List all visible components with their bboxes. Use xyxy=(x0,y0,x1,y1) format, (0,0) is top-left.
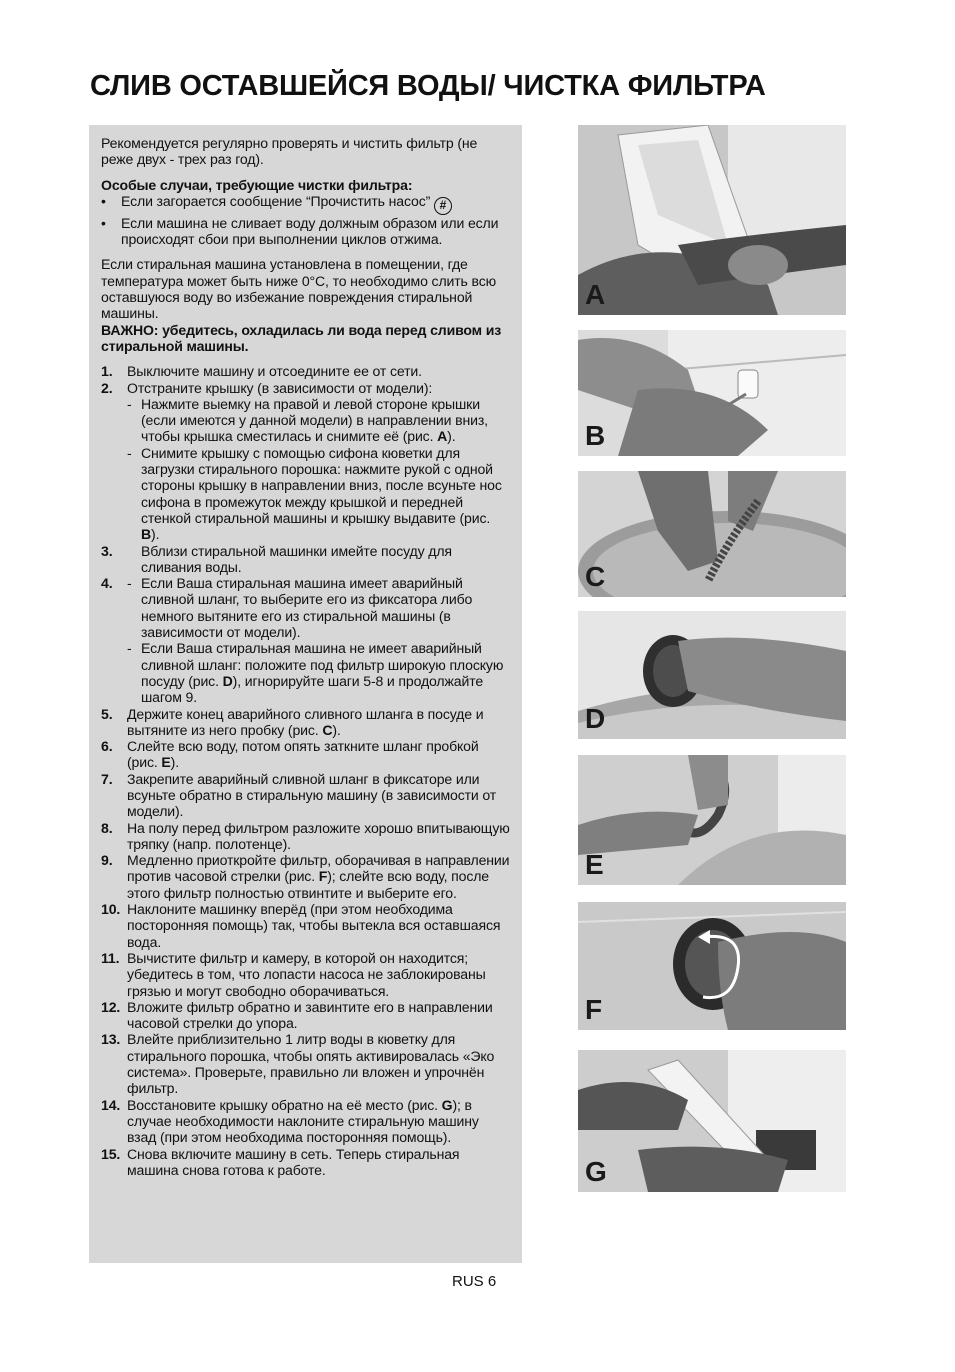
figure-a-label: A xyxy=(585,279,606,310)
figure-e-label: E xyxy=(585,849,604,880)
step-10: 10. Наклоните машинку вперёд (при этом необходима посторонняя помощь) так, чтобы вытекла вся оставшаяся вода. xyxy=(101,901,501,950)
page-title: СЛИВ ОСТАВШЕЙСЯ ВОДЫ/ ЧИСТКА ФИЛЬТРА xyxy=(90,70,766,102)
step-6: 6. Слейте всю воду, потом опять заткните шланг пробкой (рис. E). xyxy=(101,738,479,771)
step-1: 1. Выключите машину и отсоедините ее от сети. xyxy=(101,363,422,380)
step-4: 4. - Если Ваша стиральная машина имеет аварийный сливной шланг, то выберите его из фиксатора либо немного вытяните его из стиральной машины (в зависимости от модели). - Если Ваша стиральная машина не имеет аварийный сливной шланг: положите под фильтр широкую плоскую посуду (рис. D), игнорируйте шаги 5-8 и продолжайте шагом 9. xyxy=(101,575,504,706)
step-5: 5. Держите конец аварийного сливного шланга в посуде и вытяните из него пробку (рис. C). xyxy=(101,705,484,738)
figure-d-photo xyxy=(578,611,846,739)
figure-g-photo xyxy=(578,1050,846,1192)
pump-warning-icon: # xyxy=(434,197,452,215)
step-7: 7. Закрепите аварийный сливной шланг в фиксаторе или всуньте обратно в стиральную машину (в зависимости от модели). xyxy=(101,770,497,820)
instructions-panel xyxy=(89,125,522,1263)
bullet-item: • Если машина не сливает воду должным образом или если происходят сбои при выполнении циклов отжима. xyxy=(101,214,499,248)
step-14: 14. Восстановите крышку обратно на её место (рис. G); в случае необходимости наклоните стиральную машину взад (при этом необходима посторонняя помощь). xyxy=(101,1096,479,1146)
figure-f-photo xyxy=(578,902,846,1030)
step-13: 13. Влейте приблизительно 1 литр воды в кюветку для стирального порошка, чтобы опять активировалась «Эко система». Проверьте, правильно ли вложен и упрочнён фильтр. xyxy=(101,1031,495,1097)
frost-warning-text: Если стиральная машина установлена в помещении, где температура может быть ниже 0°С, то необходимо слить всю оставшуюся воду во избежание повреждения стиральной машины. xyxy=(101,256,497,322)
step-11: 11. Вычистите фильтр и камеру, в которой он находится; убедитесь в том, что лопасти насоса не заблокированы грязью и могут свободно оборачиваться. xyxy=(101,949,486,999)
figure-b-label: B xyxy=(585,420,606,451)
intro-text: Рекомендуется регулярно проверять и чистить фильтр (не реже двух - трех раз год). xyxy=(101,135,478,168)
step-15: 15. Снова включите машину в сеть. Теперь стиральная машина снова готова к работе. xyxy=(101,1145,460,1178)
bullet-item: • Если загорается сообщение “Прочистить насос” # xyxy=(101,193,510,215)
figure-f-label: F xyxy=(585,994,603,1025)
figure-b-photo xyxy=(578,330,846,456)
step-8: 8. На полу перед фильтром разложите хорошо впитывающую тряпку (напр. полотенце). xyxy=(101,819,510,852)
figure-c-label: C xyxy=(585,561,606,592)
figure-e-photo xyxy=(578,755,846,885)
figure-c-photo xyxy=(578,471,846,597)
step-9: 9. Медленно приоткройте фильтр, оборачивая в направлении против часовой стрелки (рис. F); слейте всю воду, после этого фильтр полностью отвинтите и выберите его. xyxy=(101,852,510,901)
figure-d-label: D xyxy=(585,703,606,734)
figure-a-photo xyxy=(578,125,846,315)
page-number: RUS 6 xyxy=(452,1273,497,1290)
important-note: ВАЖНО: убедитесь, охладилась ли вода перед сливом из стиральной машины. xyxy=(101,321,502,354)
step-2: 2. Отстраните крышку (в зависимости от модели): - Нажмите выемку на правой и левой стороне крышки (если имеются у данной модели) в направлении вниз, чтобы крышка сместилась и снимите её (рис. A). - Снимите крышку с помощью сифона кюветки для загрузки стирального порошка: нажмите рукой с одной стороны крышку в направлении вниз, после всуньте нос сифона в промежуток между крышкой и передней стенкой стиральной машины и крышку выдавите (рис. B). xyxy=(101,379,502,543)
step-3: 3. Вблизи стиральной машинки имейте посуду для сливания воды. xyxy=(101,542,452,575)
step-12: 12. Вложите фильтр обратно и завинтите его в направлении часовой стрелки до упора. xyxy=(101,998,493,1032)
special-cases-heading: Особые случаи, требующие чистки фильтра: xyxy=(101,176,413,193)
figure-g-label: G xyxy=(585,1156,607,1187)
